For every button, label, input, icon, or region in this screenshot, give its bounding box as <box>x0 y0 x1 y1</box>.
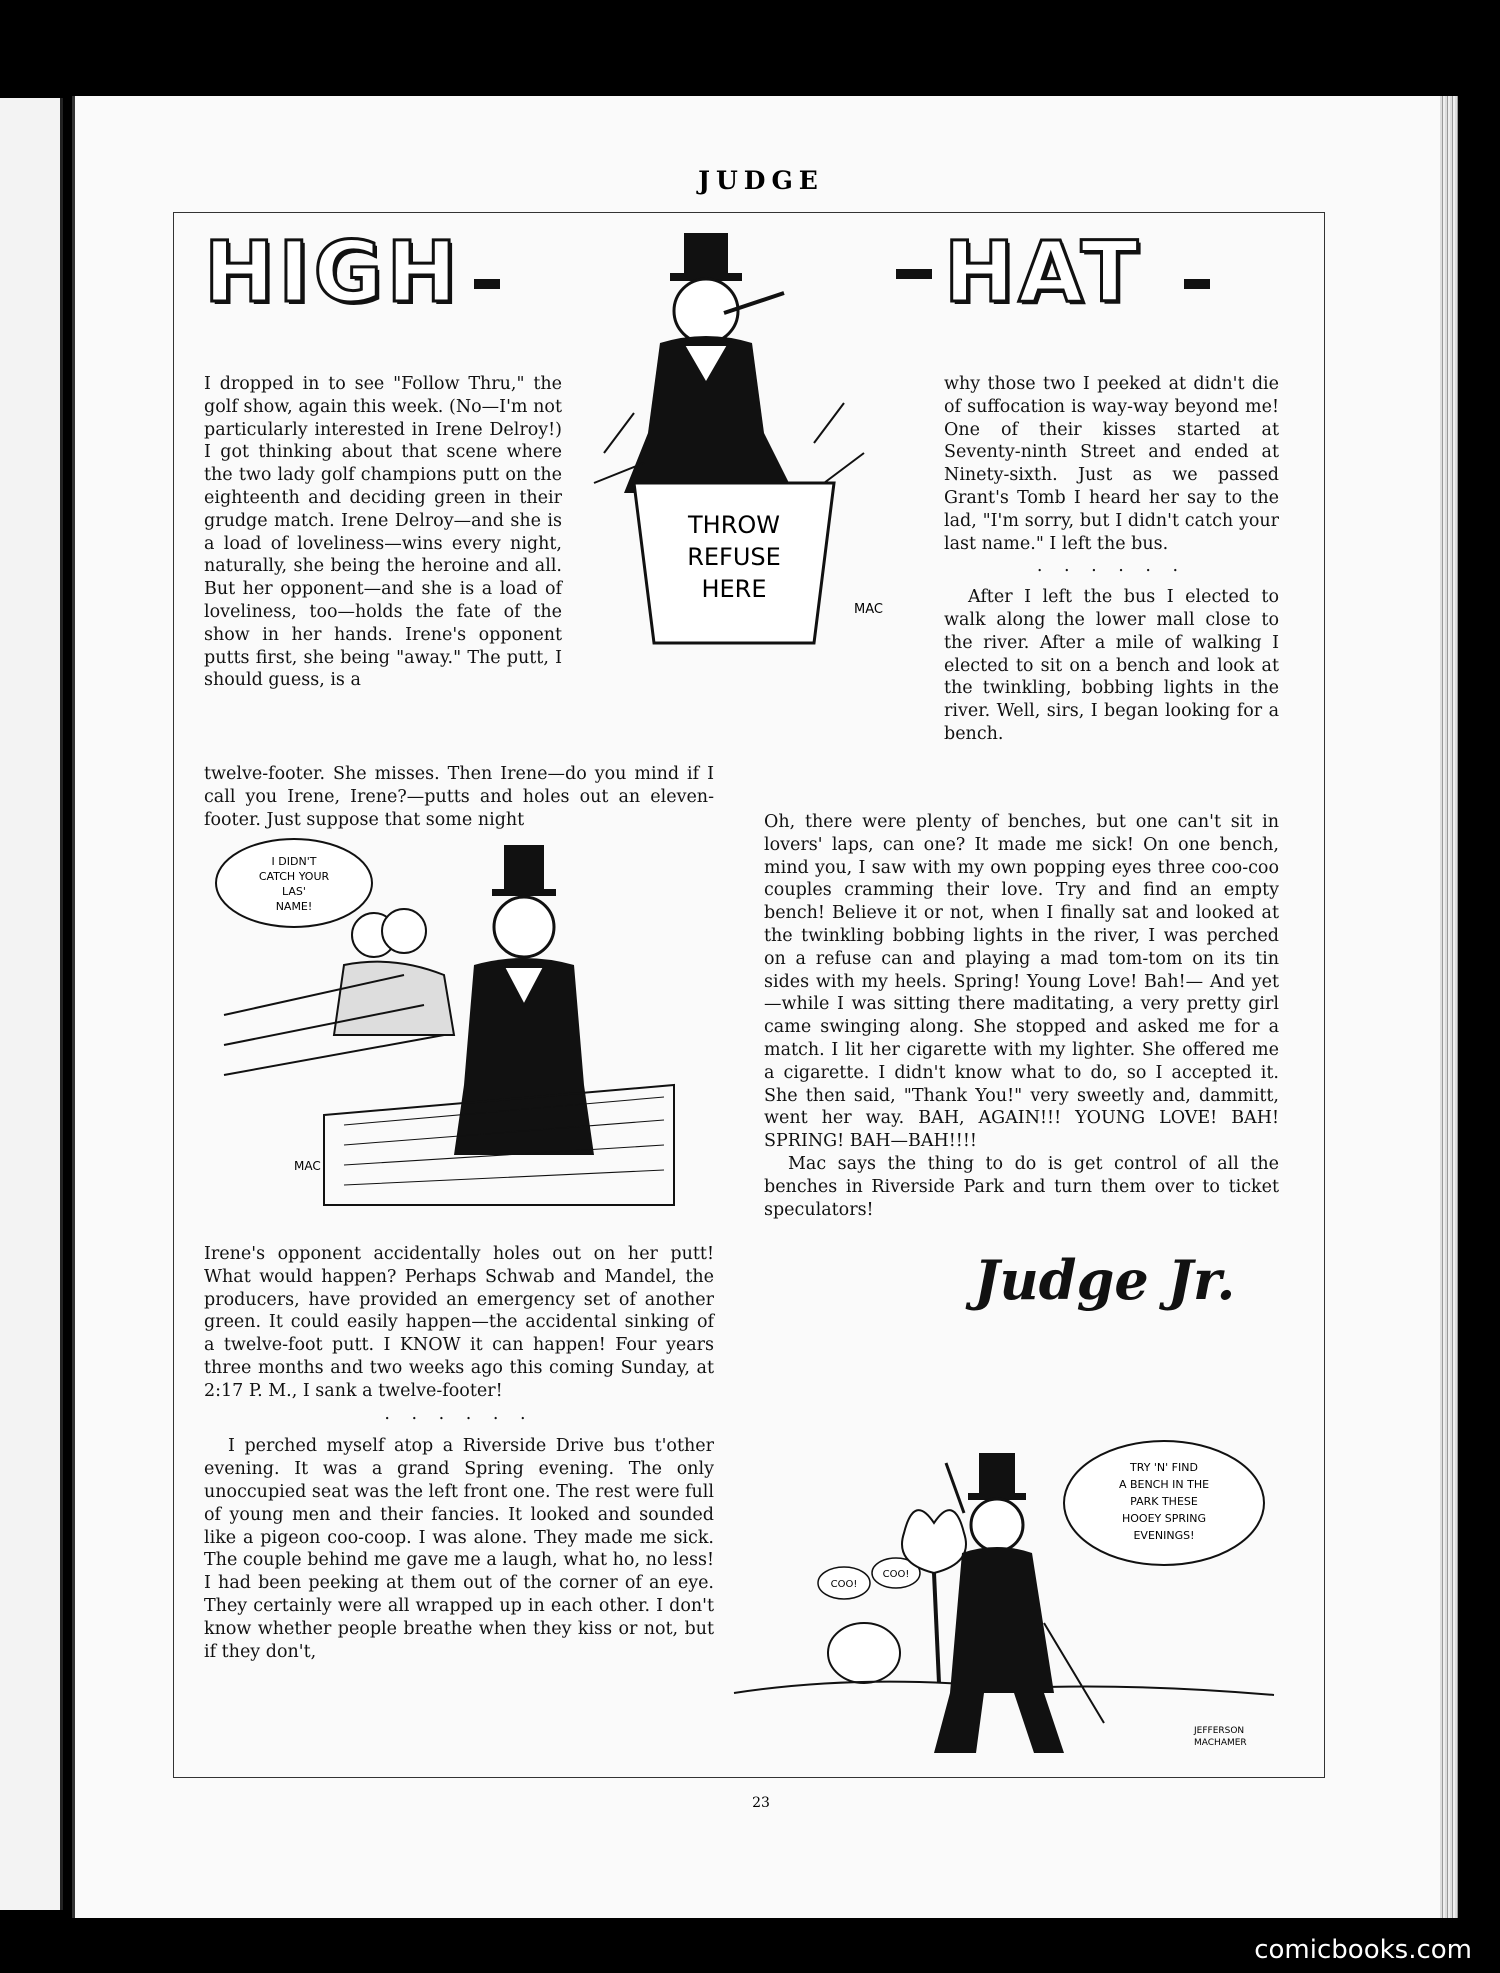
col3-para1: why those two I peeked at didn't die of suffocation is way-way beyond me! One of their kisses started at Seventy-ninth Street and ended at Ninety-sixth. Just as we passed Grant's Tomb I heard her say to the lad, "I'm sorry, but I didn't catch your last name." I left the bus. <box>944 374 1279 554</box>
author-signature: Judge Jr. <box>974 1248 1236 1312</box>
sign-line1: THROW <box>687 511 781 539</box>
park-bubble-line5: EVENINGS! <box>1133 1529 1195 1542</box>
article-col3-wide <box>764 811 1279 1221</box>
park-cartoon <box>714 1433 1294 1773</box>
article-col2 <box>204 1243 714 1663</box>
bench-bubble-line1: I DIDN'T <box>271 855 317 868</box>
bench-cartoon <box>204 835 704 1215</box>
bench-bubble-line2: CATCH YOUR <box>258 870 330 883</box>
col2-para2: I perched myself atop a Riverside Drive bus t'other evening. It was a grand Spring evening. The only unoccupied seat was the left front one. The rest were full of young men and their fancies. It looked and sounded like a pigeon coo-coop. I was alone. They made me sick. The couple behind me gave me a laugh, what ho, no less! I had been peeking at them out of the corner of an eye. They certainly were all wrapped up in each other. I don't know whether people breathe when they kiss or not, but if they don't, <box>204 1436 714 1662</box>
running-head: JUDGE <box>698 166 824 195</box>
magazine-page <box>72 96 1447 1918</box>
col2-para1: Irene's opponent accidentally holes out on her putt! What would happen? Perhaps Schwab and Mandel, the producers, have provided an emergency set of another green. It could easily happen—the accidental sinking of a twelve-foot putt. I KNOW it can happen! Four years three months and two weeks ago this coming Sunday, at 2:17 P. M., I sank a twelve-footer! <box>204 1244 714 1401</box>
title-dash-right <box>1184 279 1210 289</box>
park-bubble-line4: HOOEY SPRING <box>1121 1512 1207 1525</box>
bench-bubble-line3: LAS' <box>282 885 306 898</box>
coo-bubble-2: COO! <box>882 1569 910 1580</box>
park-bubble-line2: A BENCH IN THE <box>1118 1478 1210 1491</box>
bench-bubble-line4: NAME! <box>275 900 313 913</box>
article-frame <box>173 212 1325 1778</box>
col3-para2: After I left the bus I elected to walk along the lower mall close to the river. After a mile of walking I elected to sit on a bench and look at the twinkling, bobbing lights in the river. Well, sirs, I began looking for a bench. <box>944 587 1279 744</box>
title-word-hat: HAT <box>944 223 1143 321</box>
facing-page-edge <box>0 98 63 1910</box>
coo-bubble-1: COO! <box>830 1579 858 1590</box>
park-bubble-line1: TRY 'N' FIND <box>1130 1461 1198 1474</box>
watermark: comicbooks.com <box>1254 1935 1472 1965</box>
section-break-dots: . . . . . . <box>384 1403 534 1424</box>
title-dash-right-pre <box>896 269 932 279</box>
page-stack-edge <box>1440 96 1458 1918</box>
closing-para: Mac says the thing to do is get control of all the benches in Riverside Park and turn them over to ticket speculators! <box>764 1153 1279 1220</box>
sign-line3: HERE <box>701 575 767 603</box>
article-col3 <box>944 373 1279 746</box>
bench-artist-signature: MAC <box>294 1159 321 1173</box>
title-dash-left <box>474 279 500 289</box>
page-number: 23 <box>752 1795 770 1811</box>
article-col1: I dropped in to see "Follow Thru," the golf show, again this week. (No—I'm not particularly interested in Irene Delroy!) I got thinking about that scene where the two lady golf champions putt on the eighteenth and deciding green in their grudge match. Irene Delroy—and she is a load of loveliness—wins every night, naturally, she being the heroine and all. But her opponent—and she is a load of loveliness, too—holds the fate of the show in her hands. Irene's opponent putts first, she being "away." The putt, I should guess, is a <box>204 374 562 691</box>
park-bubble-line3: PARK THESE <box>1130 1495 1198 1508</box>
park-artist-signature-2: MACHAMER <box>1194 1738 1247 1748</box>
park-artist-signature-1: JEFFERSON <box>1194 1726 1245 1736</box>
title-word-high: HIGH <box>204 223 461 321</box>
article-col1-wide: twelve-footer. She misses. Then Irene—do you mind if I call you Irene, Irene?—putts and holes out an eleven-footer. Just suppose that some night <box>204 764 714 830</box>
col3-wide-para: Oh, there were plenty of benches, but one can't sit in lovers' laps, can one? It made me sick! On one bench, mind you, I saw with my own popping eyes three coo-coo couples cramming their love. Try and find an empty bench! Believe it or not, when I finally sat and looked at the twinkling bobbing lights in the river, I was perched on a refuse can and playing a mad tom-tom on its tin sides with my heels. Spring! Young Love! Bah!— And yet—while I was sitting there maditating, a very pretty girl came swinging along. She stopped and asked me for a match. I lit her cigarette with my lighter. She offered me a cigarette. I didn't know what to do, so I accepted it. She then said, "Thank You!" very sweetly and, dammitt, went her way. BAH, AGAIN!!! YOUNG LOVE! BAH! SPRING! BAH—BAH!!!! <box>764 812 1279 1152</box>
col3-section-break-dots: . . . . . . <box>1036 556 1187 577</box>
refuse-can-cartoon <box>564 233 894 653</box>
artist-signature: MAC <box>854 602 883 617</box>
sign-line2: REFUSE <box>687 543 781 571</box>
